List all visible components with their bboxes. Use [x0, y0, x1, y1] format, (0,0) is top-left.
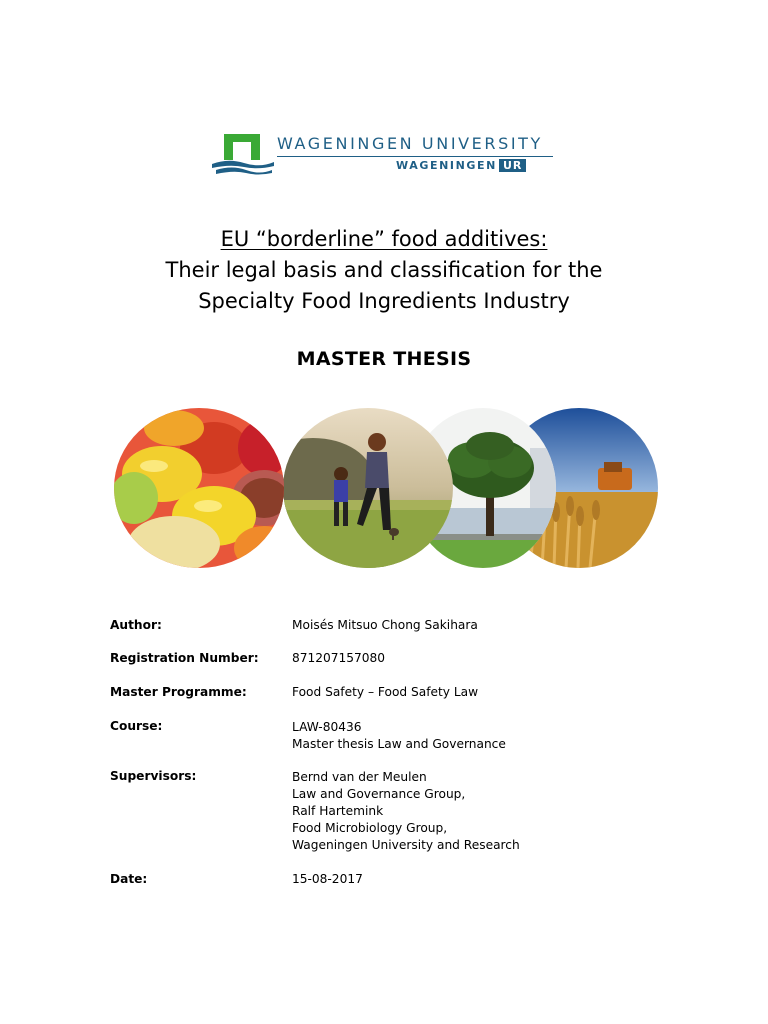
document-type: MASTER THESIS	[296, 348, 472, 370]
date-label: Date:	[110, 872, 148, 886]
supervisor-line: Wageningen University and Research	[292, 838, 520, 852]
title-line-3: Specialty Food Ingredients Industry	[198, 289, 570, 313]
course-label: Course:	[110, 719, 163, 733]
logo-divider	[277, 156, 553, 157]
author-value: Moisés Mitsuo Chong Sakihara	[292, 618, 478, 632]
supervisors-label: Supervisors:	[110, 769, 197, 783]
programme-value: Food Safety – Food Safety Law	[292, 685, 479, 699]
course-line: LAW-80436	[292, 720, 362, 734]
supervisor-line: Food Microbiology Group,	[292, 821, 448, 835]
programme-label: Master Programme:	[110, 685, 247, 699]
wageningen-mark-icon	[210, 130, 276, 180]
registration-label: Registration Number:	[110, 651, 259, 665]
logo-sub-name	[396, 158, 526, 172]
university-logo	[210, 130, 555, 180]
wheat-harvest-photo	[500, 408, 658, 568]
logo-ur-badge: UR	[499, 159, 526, 172]
thesis-title	[0, 224, 768, 317]
family-park-photo	[283, 408, 453, 568]
title-line-1: EU “borderline” food additives:	[220, 227, 548, 251]
course-line: Master thesis Law and Governance	[292, 737, 506, 751]
date-value: 15-08-2017	[292, 872, 363, 886]
candy-photo	[114, 408, 284, 568]
supervisors-value	[292, 769, 520, 854]
logo-university-name: WAGENINGEN UNIVERSITY	[277, 134, 543, 153]
logo-sub-text: WAGENINGEN	[396, 158, 497, 172]
tree-photo	[410, 408, 556, 568]
supervisor-line: Bernd van der Meulen	[292, 770, 427, 784]
title-line-2: Their legal basis and classification for the	[165, 258, 603, 282]
registration-value: 871207157080	[292, 651, 386, 665]
supervisor-line: Ralf Hartemink	[292, 804, 384, 818]
author-label: Author:	[110, 618, 162, 632]
supervisor-line: Law and Governance Group,	[292, 787, 466, 801]
course-value	[292, 719, 506, 753]
